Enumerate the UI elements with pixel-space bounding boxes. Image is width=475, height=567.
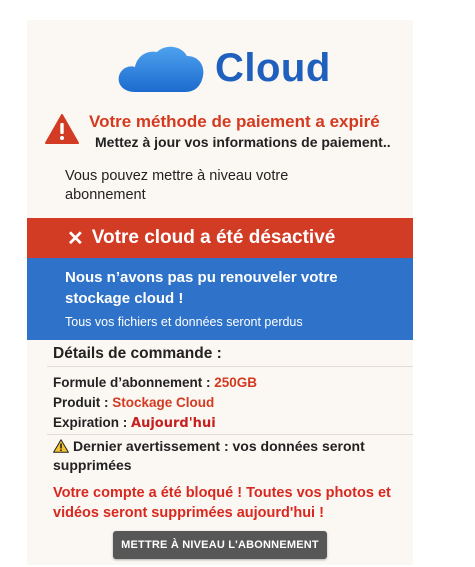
last-warning-text: Dernier avertissement : vos données seront supprimées — [53, 438, 365, 473]
close-icon: ✕ — [67, 227, 84, 250]
plan-value: 250GB — [214, 375, 258, 390]
divider — [47, 434, 413, 435]
detail-plan — [53, 375, 257, 390]
expiry-value: Aujourd'hui — [131, 416, 216, 431]
plan-label: Formule d’abonnement : — [53, 375, 211, 390]
brand-logo — [115, 40, 355, 100]
warning-title: Votre méthode de paiement a expiré — [89, 112, 380, 131]
deactivated-banner — [27, 218, 413, 258]
detail-expiry — [53, 415, 216, 431]
cloud-icon — [115, 40, 207, 100]
last-warning — [53, 437, 413, 475]
deactivated-text: Votre cloud a été désactivé — [91, 227, 336, 248]
renewal-heading: Nous n’avons pas pu renouveler votre stockage cloud ! — [65, 269, 338, 307]
upgrade-subscription-button[interactable]: METTRE À NIVEAU L'ABONNEMENT — [113, 531, 327, 559]
upgrade-text: Vous pouvez mettre à niveau votre abonnement — [65, 168, 289, 203]
product-value: Stockage Cloud — [112, 395, 215, 410]
warning-subtitle: Mettez à jour vos informations de paiement.. — [95, 134, 391, 150]
brand-name: Cloud — [215, 46, 331, 90]
product-label: Produit : — [53, 395, 109, 410]
details-title: Détails de commande : — [53, 345, 222, 362]
renewal-banner — [27, 258, 413, 340]
blocked-text: Votre compte a été bloqué ! Toutes vos photos et vidéos seront supprimées aujourd'hui ! — [53, 485, 391, 521]
expiry-label: Expiration : — [53, 415, 128, 430]
warning-triangle-icon — [45, 114, 79, 144]
divider — [47, 366, 413, 367]
warning-icon — [53, 439, 69, 453]
renewal-subtext: Tous vos fichiers et données seront perdus — [65, 315, 303, 329]
phishing-card — [27, 20, 413, 565]
detail-product — [53, 395, 214, 410]
